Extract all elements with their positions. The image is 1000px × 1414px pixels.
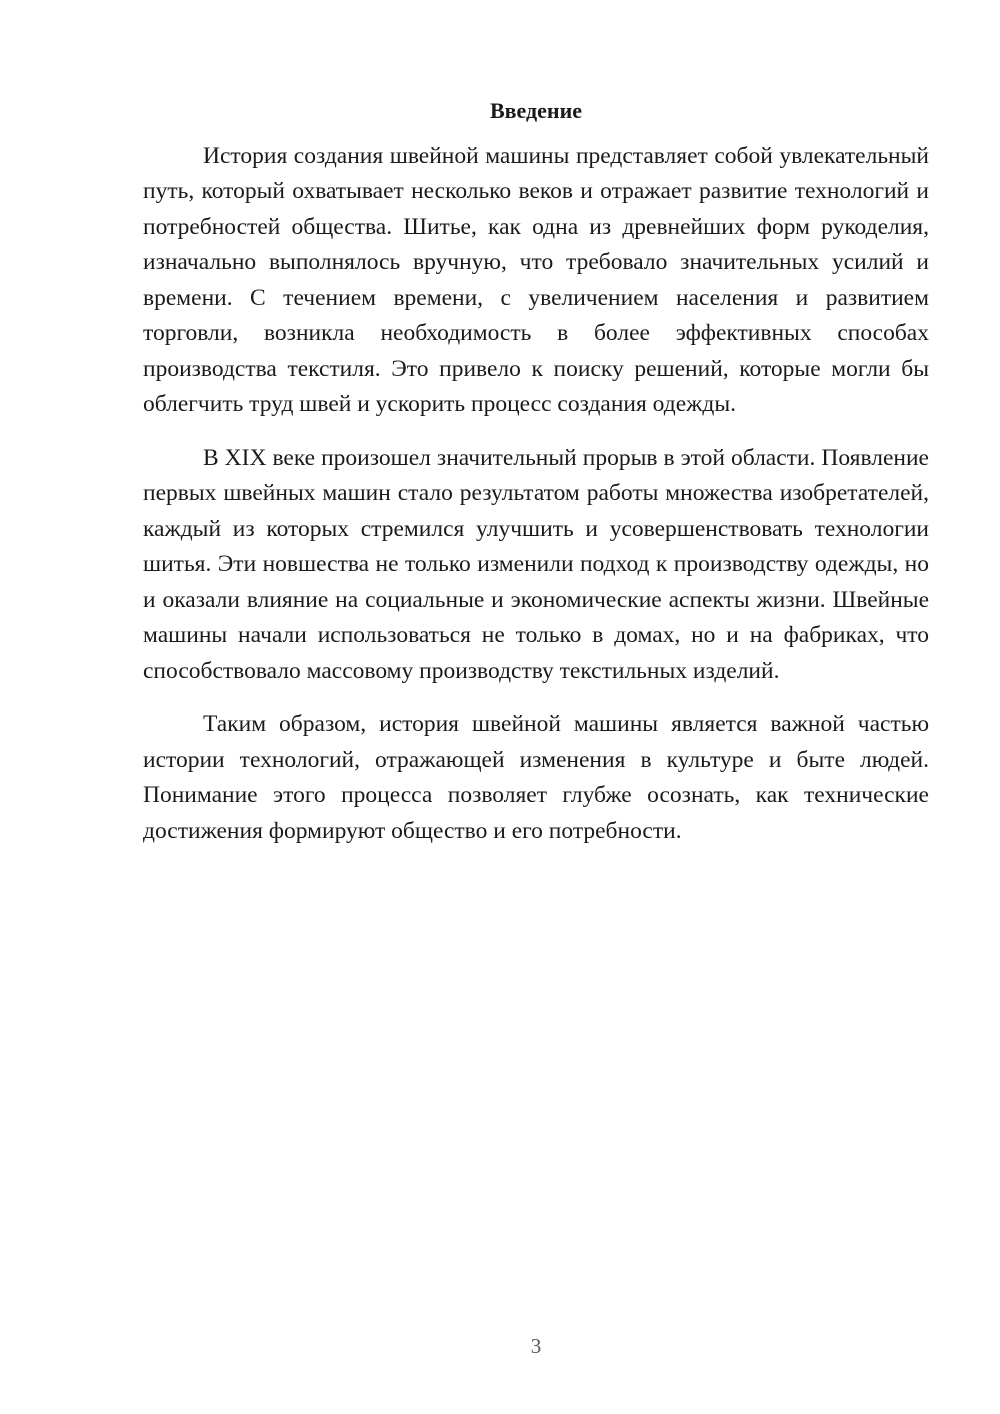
page-number: 3 [530,1334,542,1358]
paragraph-1: История создания швейной машины представляет собой увлекательный путь, который охватывает несколько веков и отражает развитие технологий и потребностей общества. Шитье, как одна из древнейших форм рукоделия, изначально выполнялось вручную, что требовало значительных усилий и времени. С течением времени, с увеличением населения и развитием торговли, возникла необходимость в более эффективных способах производства текстиля. Это привело к поиску решений, которые могли бы облегчить труд швей и ускорить процесс создания одежды. [143,142,929,418]
paragraph-2: В XIX веке произошел значительный прорыв в этой области. Появление первых швейных машин стало результатом работы множества изобретателей, каждый из которых стремился улучшить и усовершенствовать технологии шитья. Эти новшества не только изменили подход к производству одежды, но и оказали влияние на социальные и экономические аспекты жизни. Швейные машины начали использоваться не только в домах, но и на фабриках, что способствовало массовому производству текстильных изделий. [143,444,929,684]
paragraph-3: Таким образом, история швейной машины является важной частью истории технологий, отражающей изменения в культуре и быте людей. Понимание этого процесса позволяет глубже осознать, как технические достижения формируют общество и его потребности. [143,711,929,844]
section-heading: Введение [489,98,583,123]
page-content [143,95,929,867]
